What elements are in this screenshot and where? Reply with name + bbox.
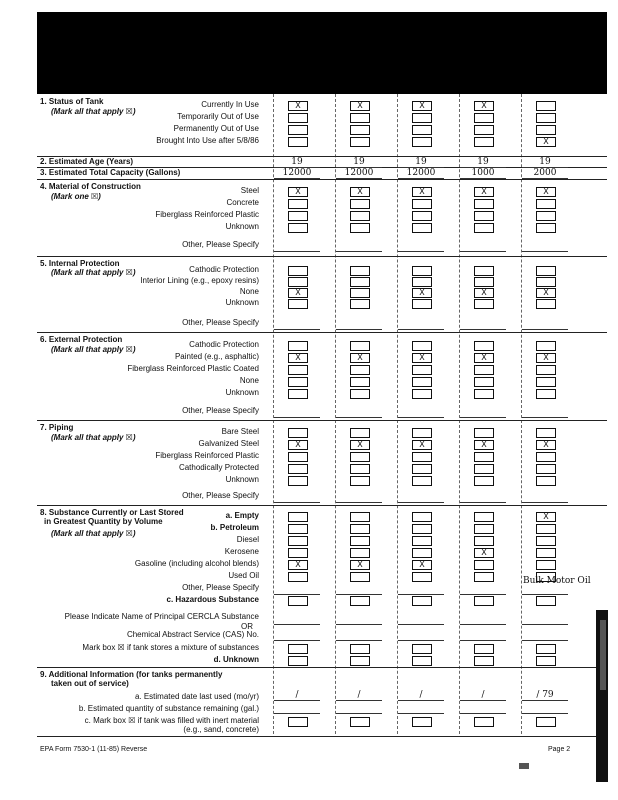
tank-2-checkbox[interactable] [350, 644, 370, 654]
form-number: EPA Form 7530-1 (11-85) Reverse [40, 746, 148, 753]
tank-3-checkbox[interactable] [412, 656, 432, 666]
tank-5-checkbox[interactable] [536, 464, 556, 474]
s9-date-label: a. Estimated date last used (mo/yr) [134, 692, 259, 701]
tank-4-checkbox[interactable] [474, 211, 494, 221]
tank-4-checkbox[interactable] [474, 560, 494, 570]
tank-2-checkbox[interactable] [350, 596, 370, 606]
tank-5-checkbox[interactable] [536, 211, 556, 221]
tank-4-checkbox[interactable] [474, 365, 494, 375]
tank-4-checkbox[interactable] [474, 223, 494, 233]
tank-5-checkbox[interactable]: X [536, 187, 556, 197]
tank-5-checkbox[interactable] [536, 377, 556, 387]
tank-4-date-last-used[interactable]: / [460, 690, 506, 701]
tank-5-checkbox[interactable] [536, 524, 556, 534]
tank-3-checkbox[interactable] [412, 223, 432, 233]
s8-item-label: Used Oil [228, 571, 259, 580]
tank-2-substance-line[interactable] [336, 630, 382, 641]
s4-item-label: Fiberglass Reinforced Plastic [155, 210, 259, 219]
tank-4-checkbox[interactable] [474, 524, 494, 534]
tank-1-checkbox[interactable] [288, 524, 308, 534]
tank-5-checkbox[interactable] [536, 199, 556, 209]
tank-2-checkbox[interactable] [350, 299, 370, 309]
tank-3-capacity[interactable]: 12000 [398, 168, 444, 179]
tank-4-checkbox[interactable] [474, 656, 494, 666]
tank-2-checkbox[interactable] [350, 365, 370, 375]
tank-1-checkbox[interactable] [288, 277, 308, 287]
tank-1-checkbox[interactable] [288, 266, 308, 276]
tank-5-checkbox[interactable] [536, 277, 556, 287]
tank-4-substance-line[interactable] [460, 630, 506, 641]
s6-item-label: Unknown [225, 388, 259, 397]
s7-item-label: Galvanized Steel [198, 439, 259, 448]
tank-1-checkbox[interactable] [288, 199, 308, 209]
tank-1-checkbox[interactable] [288, 536, 308, 546]
section-4-title: 4. Material of Construction [40, 182, 141, 191]
tank-2-checkbox[interactable]: X [350, 101, 370, 111]
tank-information-form [37, 94, 607, 744]
tank-3-substance-line[interactable] [398, 614, 444, 625]
tank-3-checkbox[interactable] [412, 596, 432, 606]
tank-5-checkbox[interactable]: X [536, 288, 556, 298]
tank-5-checkbox[interactable] [536, 125, 556, 135]
tank-3-checkbox[interactable]: X [412, 560, 432, 570]
tank-5-checkbox[interactable]: X [536, 353, 556, 363]
tank-1-checkbox[interactable] [288, 717, 308, 727]
tank-4-checkbox[interactable] [474, 512, 494, 522]
tank-3-checkbox[interactable] [412, 536, 432, 546]
tank-4-checkbox[interactable] [474, 113, 494, 123]
tank-2-checkbox[interactable] [350, 536, 370, 546]
section-7-instruction: (Mark all that apply ☒) [51, 433, 136, 442]
tank-5-checkbox[interactable] [536, 428, 556, 438]
tank-2-checkbox[interactable]: X [350, 353, 370, 363]
tank-3-substance-line[interactable] [398, 630, 444, 641]
tank-2-specify-line[interactable] [336, 241, 382, 252]
page-number: Page 2 [548, 746, 571, 753]
s1-item-label: Currently In Use [201, 100, 259, 109]
tank-5-checkbox[interactable] [536, 717, 556, 727]
tank-3-date-last-used[interactable]: / [398, 690, 444, 701]
tank-2-checkbox[interactable] [350, 452, 370, 462]
tank-4-quantity-remaining[interactable] [460, 703, 506, 714]
tank-3-checkbox[interactable] [412, 211, 432, 221]
tank-5-checkbox[interactable] [536, 113, 556, 123]
binding-edge-mark [600, 620, 606, 690]
tank-1-checkbox[interactable] [288, 572, 308, 582]
s9-inert-label: c. Mark box ☒ if tank was filled with inert material [84, 716, 259, 725]
tank-2-date-last-used[interactable]: / [336, 690, 382, 701]
tank-3-checkbox[interactable]: X [412, 440, 432, 450]
tank-5-checkbox[interactable] [536, 101, 556, 111]
tank-1-specify-line[interactable] [274, 407, 320, 418]
tank-5-checkbox[interactable] [536, 299, 556, 309]
section-5-title: 5. Internal Protection [40, 259, 120, 268]
tank-4-checkbox[interactable] [474, 644, 494, 654]
tank-1-substance-line[interactable] [274, 630, 320, 641]
s5-item-label: Cathodic Protection [189, 265, 259, 274]
section-4-instruction: (Mark one ☒) [51, 192, 101, 201]
tank-1-checkbox[interactable]: X [288, 353, 308, 363]
tank-1-checkbox[interactable] [288, 377, 308, 387]
tank-3-checkbox[interactable] [412, 512, 432, 522]
s7-other-label: Other, Please Specify [182, 491, 259, 500]
tank-1-checkbox[interactable] [288, 464, 308, 474]
tank-4-checkbox[interactable]: X [474, 440, 494, 450]
s4-other-label: Other, Please Specify [182, 240, 259, 249]
tank-3-checkbox[interactable] [412, 341, 432, 351]
section-divider [37, 179, 607, 180]
tank-5-checkbox[interactable] [536, 389, 556, 399]
tank-1-checkbox[interactable] [288, 365, 308, 375]
tank-3-checkbox[interactable] [412, 125, 432, 135]
s5-item-label: None [239, 287, 259, 296]
section-5-instruction: (Mark all that apply ☒) [51, 268, 136, 277]
tank-2-checkbox[interactable] [350, 464, 370, 474]
tank-4-checkbox[interactable] [474, 266, 494, 276]
tank-5-checkbox[interactable] [536, 452, 556, 462]
tank-5-quantity-remaining[interactable] [522, 703, 568, 714]
tank-1-checkbox[interactable] [288, 644, 308, 654]
tank-2-checkbox[interactable]: X [350, 560, 370, 570]
tank-2-specify-line[interactable] [336, 407, 382, 418]
tank-4-checkbox[interactable] [474, 377, 494, 387]
section-9-title-line2: taken out of service) [51, 679, 129, 688]
tank-4-checkbox[interactable] [474, 299, 494, 309]
tank-4-checkbox[interactable] [474, 464, 494, 474]
tank-5-age[interactable]: 19 [522, 157, 568, 168]
tank-5-other-substance: Bulk Motor Oil [523, 576, 591, 586]
tank-1-checkbox[interactable] [288, 125, 308, 135]
section-divider [37, 667, 607, 668]
tank-2-checkbox[interactable] [350, 113, 370, 123]
s5-item-label: Interior Lining (e.g., epoxy resins) [140, 276, 259, 285]
tank-4-checkbox[interactable] [474, 536, 494, 546]
s6-item-label: Cathodic Protection [189, 340, 259, 349]
tank-2-checkbox[interactable] [350, 125, 370, 135]
s8-mixture-label: Mark box ☒ if tank stores a mixture of substances [82, 643, 259, 652]
tank-3-checkbox[interactable]: X [412, 187, 432, 197]
tank-1-checkbox[interactable] [288, 223, 308, 233]
tank-3-checkbox[interactable] [412, 266, 432, 276]
tank-1-specify-line[interactable] [274, 241, 320, 252]
tank-3-checkbox[interactable]: X [412, 353, 432, 363]
tank-1-checkbox[interactable]: X [288, 288, 308, 298]
tank-5-checkbox[interactable] [536, 560, 556, 570]
tank-4-checkbox[interactable]: X [474, 548, 494, 558]
tank-4-specify-line[interactable] [460, 492, 506, 503]
s1-item-label: Permanently Out of Use [173, 124, 259, 133]
tank-3-checkbox[interactable] [412, 476, 432, 486]
scan-mark [519, 763, 529, 769]
tank-3-specify-line[interactable] [398, 492, 444, 503]
tank-2-checkbox[interactable] [350, 389, 370, 399]
tank-3-checkbox[interactable] [412, 572, 432, 582]
section-2-title: 2. Estimated Age (Years) [40, 157, 134, 166]
tank-2-checkbox[interactable] [350, 341, 370, 351]
tank-3-checkbox[interactable] [412, 717, 432, 727]
tank-3-specify-line[interactable] [398, 584, 444, 595]
s8-other-label: Other, Please Specify [182, 583, 259, 592]
tank-3-quantity-remaining[interactable] [398, 703, 444, 714]
tank-1-checkbox[interactable] [288, 452, 308, 462]
s8-petroleum-label: b. Petroleum [210, 523, 259, 532]
tank-2-checkbox[interactable] [350, 288, 370, 298]
tank-2-checkbox[interactable]: X [350, 187, 370, 197]
tank-2-checkbox[interactable] [350, 548, 370, 558]
tank-3-checkbox[interactable] [412, 548, 432, 558]
tank-2-checkbox[interactable] [350, 211, 370, 221]
s8-empty-label: a. Empty [225, 511, 259, 520]
tank-5-checkbox[interactable] [536, 476, 556, 486]
tank-4-checkbox[interactable] [474, 717, 494, 727]
s8-item-label: Diesel [236, 535, 259, 544]
tank-2-checkbox[interactable] [350, 476, 370, 486]
tank-5-checkbox[interactable] [536, 548, 556, 558]
s8-hazardous-label: c. Hazardous Substance [166, 595, 259, 604]
tank-3-checkbox[interactable] [412, 377, 432, 387]
tank-4-checkbox[interactable]: X [474, 101, 494, 111]
tank-2-checkbox[interactable] [350, 266, 370, 276]
tank-1-checkbox[interactable] [288, 299, 308, 309]
tank-1-checkbox[interactable] [288, 389, 308, 399]
tank-5-checkbox[interactable]: X [536, 512, 556, 522]
tank-5-checkbox[interactable] [536, 223, 556, 233]
tank-4-checkbox[interactable]: X [474, 288, 494, 298]
section-1-instruction: (Mark all that apply ☒) [51, 107, 136, 116]
tank-2-checkbox[interactable] [350, 656, 370, 666]
s6-other-label: Other, Please Specify [182, 406, 259, 415]
tank-4-specify-line[interactable] [460, 584, 506, 595]
tank-2-checkbox[interactable] [350, 512, 370, 522]
tank-1-specify-line[interactable] [274, 584, 320, 595]
tank-1-specify-line[interactable] [274, 492, 320, 503]
tank-2-quantity-remaining[interactable] [336, 703, 382, 714]
tank-3-checkbox[interactable] [412, 464, 432, 474]
section-6-instruction: (Mark all that apply ☒) [51, 345, 136, 354]
tank-5-checkbox[interactable] [536, 596, 556, 606]
s8-or-label: OR [241, 622, 253, 631]
tank-1-checkbox[interactable] [288, 137, 308, 147]
tank-1-capacity[interactable]: 12000 [274, 168, 320, 179]
s7-item-label: Unknown [225, 475, 259, 484]
s8-cercla-label: Please Indicate Name of Principal CERCLA Substance [64, 612, 259, 621]
tank-3-checkbox[interactable]: X [412, 288, 432, 298]
section-divider [37, 332, 607, 333]
tank-2-specify-line[interactable] [336, 319, 382, 330]
tank-2-checkbox[interactable] [350, 524, 370, 534]
tank-3-checkbox[interactable] [412, 299, 432, 309]
tank-2-capacity[interactable]: 12000 [336, 168, 382, 179]
tank-2-checkbox[interactable] [350, 572, 370, 582]
tank-4-specify-line[interactable] [460, 319, 506, 330]
s6-item-label: Fiberglass Reinforced Plastic Coated [127, 364, 259, 373]
tank-1-checkbox[interactable] [288, 596, 308, 606]
tank-1-checkbox[interactable] [288, 113, 308, 123]
tank-4-age[interactable]: 19 [460, 157, 506, 168]
tank-1-checkbox[interactable] [288, 211, 308, 221]
tank-3-checkbox[interactable] [412, 524, 432, 534]
tank-3-checkbox[interactable] [412, 137, 432, 147]
tank-1-quantity-remaining[interactable] [274, 703, 320, 714]
tank-4-checkbox[interactable] [474, 389, 494, 399]
tank-5-capacity[interactable]: 2000 [522, 168, 568, 179]
s8-cas-label: Chemical Abstract Service (CAS) No. [126, 630, 259, 639]
tank-1-specify-line[interactable] [274, 319, 320, 330]
s6-item-label: Painted (e.g., asphaltic) [174, 352, 259, 361]
tank-4-checkbox[interactable] [474, 428, 494, 438]
tank-4-checkbox[interactable]: X [474, 353, 494, 363]
tank-2-checkbox[interactable] [350, 199, 370, 209]
tank-3-checkbox[interactable]: X [412, 101, 432, 111]
tank-4-checkbox[interactable] [474, 125, 494, 135]
s7-item-label: Cathodically Protected [178, 463, 259, 472]
tank-4-checkbox[interactable] [474, 199, 494, 209]
tank-4-checkbox[interactable] [474, 277, 494, 287]
tank-5-specify-line[interactable] [522, 319, 568, 330]
tank-5-specify-line[interactable] [522, 492, 568, 503]
tank-5-checkbox[interactable]: X [536, 440, 556, 450]
tank-2-substance-line[interactable] [336, 614, 382, 625]
tank-1-checkbox[interactable]: X [288, 101, 308, 111]
tank-3-specify-line[interactable] [398, 407, 444, 418]
section-8-title-line2: in Greatest Quantity by Volume [44, 517, 163, 526]
tank-2-checkbox[interactable] [350, 223, 370, 233]
s8-item-label: Kerosene [224, 547, 259, 556]
tank-5-substance-line[interactable] [522, 630, 568, 641]
tank-1-substance-line[interactable] [274, 614, 320, 625]
section-6-title: 6. External Protection [40, 335, 123, 344]
tank-5-checkbox[interactable] [536, 644, 556, 654]
tank-1-checkbox[interactable]: X [288, 560, 308, 570]
tank-1-checkbox[interactable] [288, 548, 308, 558]
s7-item-label: Fiberglass Reinforced Plastic [155, 451, 259, 460]
tank-4-checkbox[interactable] [474, 341, 494, 351]
s7-item-label: Bare Steel [221, 427, 259, 436]
form-bottom-rule [37, 736, 607, 737]
tank-2-checkbox[interactable] [350, 428, 370, 438]
section-1-title: 1. Status of Tank [40, 97, 104, 106]
s1-item-label: Brought Into Use after 5/8/86 [156, 136, 259, 145]
tank-3-checkbox[interactable] [412, 277, 432, 287]
tank-1-checkbox[interactable] [288, 428, 308, 438]
s8-item-label: Gasoline (including alcohol blends) [134, 559, 259, 568]
section-8-title: 8. Substance Currently or Last Stored [40, 508, 184, 517]
tank-5-checkbox[interactable] [536, 536, 556, 546]
tank-5-checkbox[interactable]: X [536, 137, 556, 147]
tank-4-checkbox[interactable] [474, 596, 494, 606]
s1-item-label: Temporarily Out of Use [177, 112, 259, 121]
tank-1-checkbox[interactable] [288, 476, 308, 486]
tank-5-specify-line[interactable] [522, 241, 568, 252]
section-3-title: 3. Estimated Total Capacity (Gallons) [40, 168, 181, 177]
tank-4-substance-line[interactable] [460, 614, 506, 625]
s4-item-label: Steel [240, 186, 259, 195]
tank-4-checkbox[interactable] [474, 572, 494, 582]
tank-5-checkbox[interactable] [536, 656, 556, 666]
form-header-bar [37, 12, 607, 94]
tank-2-specify-line[interactable] [336, 492, 382, 503]
tank-2-specify-line[interactable] [336, 584, 382, 595]
tank-3-checkbox[interactable] [412, 644, 432, 654]
tank-1-age[interactable]: 19 [274, 157, 320, 168]
section-divider [37, 505, 607, 506]
tank-3-checkbox[interactable] [412, 452, 432, 462]
tank-1-checkbox[interactable]: X [288, 187, 308, 197]
tank-4-checkbox[interactable] [474, 476, 494, 486]
tank-5-checkbox[interactable] [536, 365, 556, 375]
tank-5-date-last-used[interactable]: / 79 [522, 690, 568, 701]
tank-4-capacity[interactable]: 1000 [460, 168, 506, 179]
s8-unknown-label: d. Unknown [213, 655, 259, 664]
tank-4-specify-line[interactable] [460, 241, 506, 252]
section-divider [37, 256, 607, 257]
tank-1-checkbox[interactable] [288, 341, 308, 351]
tank-5-checkbox[interactable] [536, 266, 556, 276]
s5-item-label: Unknown [225, 298, 259, 307]
tank-1-checkbox[interactable]: X [288, 440, 308, 450]
tank-4-checkbox[interactable]: X [474, 187, 494, 197]
s4-item-label: Concrete [226, 198, 259, 207]
tank-3-specify-line[interactable] [398, 241, 444, 252]
tank-3-specify-line[interactable] [398, 319, 444, 330]
tank-3-age[interactable]: 19 [398, 157, 444, 168]
tank-3-checkbox[interactable] [412, 113, 432, 123]
tank-5-specify-line[interactable] [522, 407, 568, 418]
tank-3-checkbox[interactable] [412, 389, 432, 399]
tank-1-date-last-used[interactable]: / [274, 690, 320, 701]
section-7-title: 7. Piping [40, 423, 74, 432]
tank-1-checkbox[interactable] [288, 512, 308, 522]
s9-inert-label-line2: (e.g., sand, concrete) [183, 725, 259, 734]
tank-2-checkbox[interactable] [350, 277, 370, 287]
tank-5-substance-line[interactable] [522, 614, 568, 625]
tank-2-checkbox[interactable]: X [350, 440, 370, 450]
tank-4-checkbox[interactable] [474, 452, 494, 462]
tank-5-checkbox[interactable] [536, 341, 556, 351]
s4-item-label: Unknown [225, 222, 259, 231]
tank-2-checkbox[interactable] [350, 137, 370, 147]
tank-3-checkbox[interactable] [412, 365, 432, 375]
tank-1-checkbox[interactable] [288, 656, 308, 666]
tank-4-specify-line[interactable] [460, 407, 506, 418]
s5-other-label: Other, Please Specify [182, 318, 259, 327]
s6-item-label: None [239, 376, 259, 385]
tank-2-checkbox[interactable] [350, 377, 370, 387]
tank-4-checkbox[interactable] [474, 137, 494, 147]
section-9-title: 9. Additional Information (for tanks permanently [40, 670, 223, 679]
tank-3-checkbox[interactable] [412, 199, 432, 209]
tank-2-checkbox[interactable] [350, 717, 370, 727]
s9-quantity-label: b. Estimated quantity of substance remaining (gal.) [78, 704, 259, 713]
tank-3-checkbox[interactable] [412, 428, 432, 438]
section-8-instruction: (Mark all that apply ☒) [51, 529, 136, 538]
section-divider [37, 420, 607, 421]
tank-2-age[interactable]: 19 [336, 157, 382, 168]
